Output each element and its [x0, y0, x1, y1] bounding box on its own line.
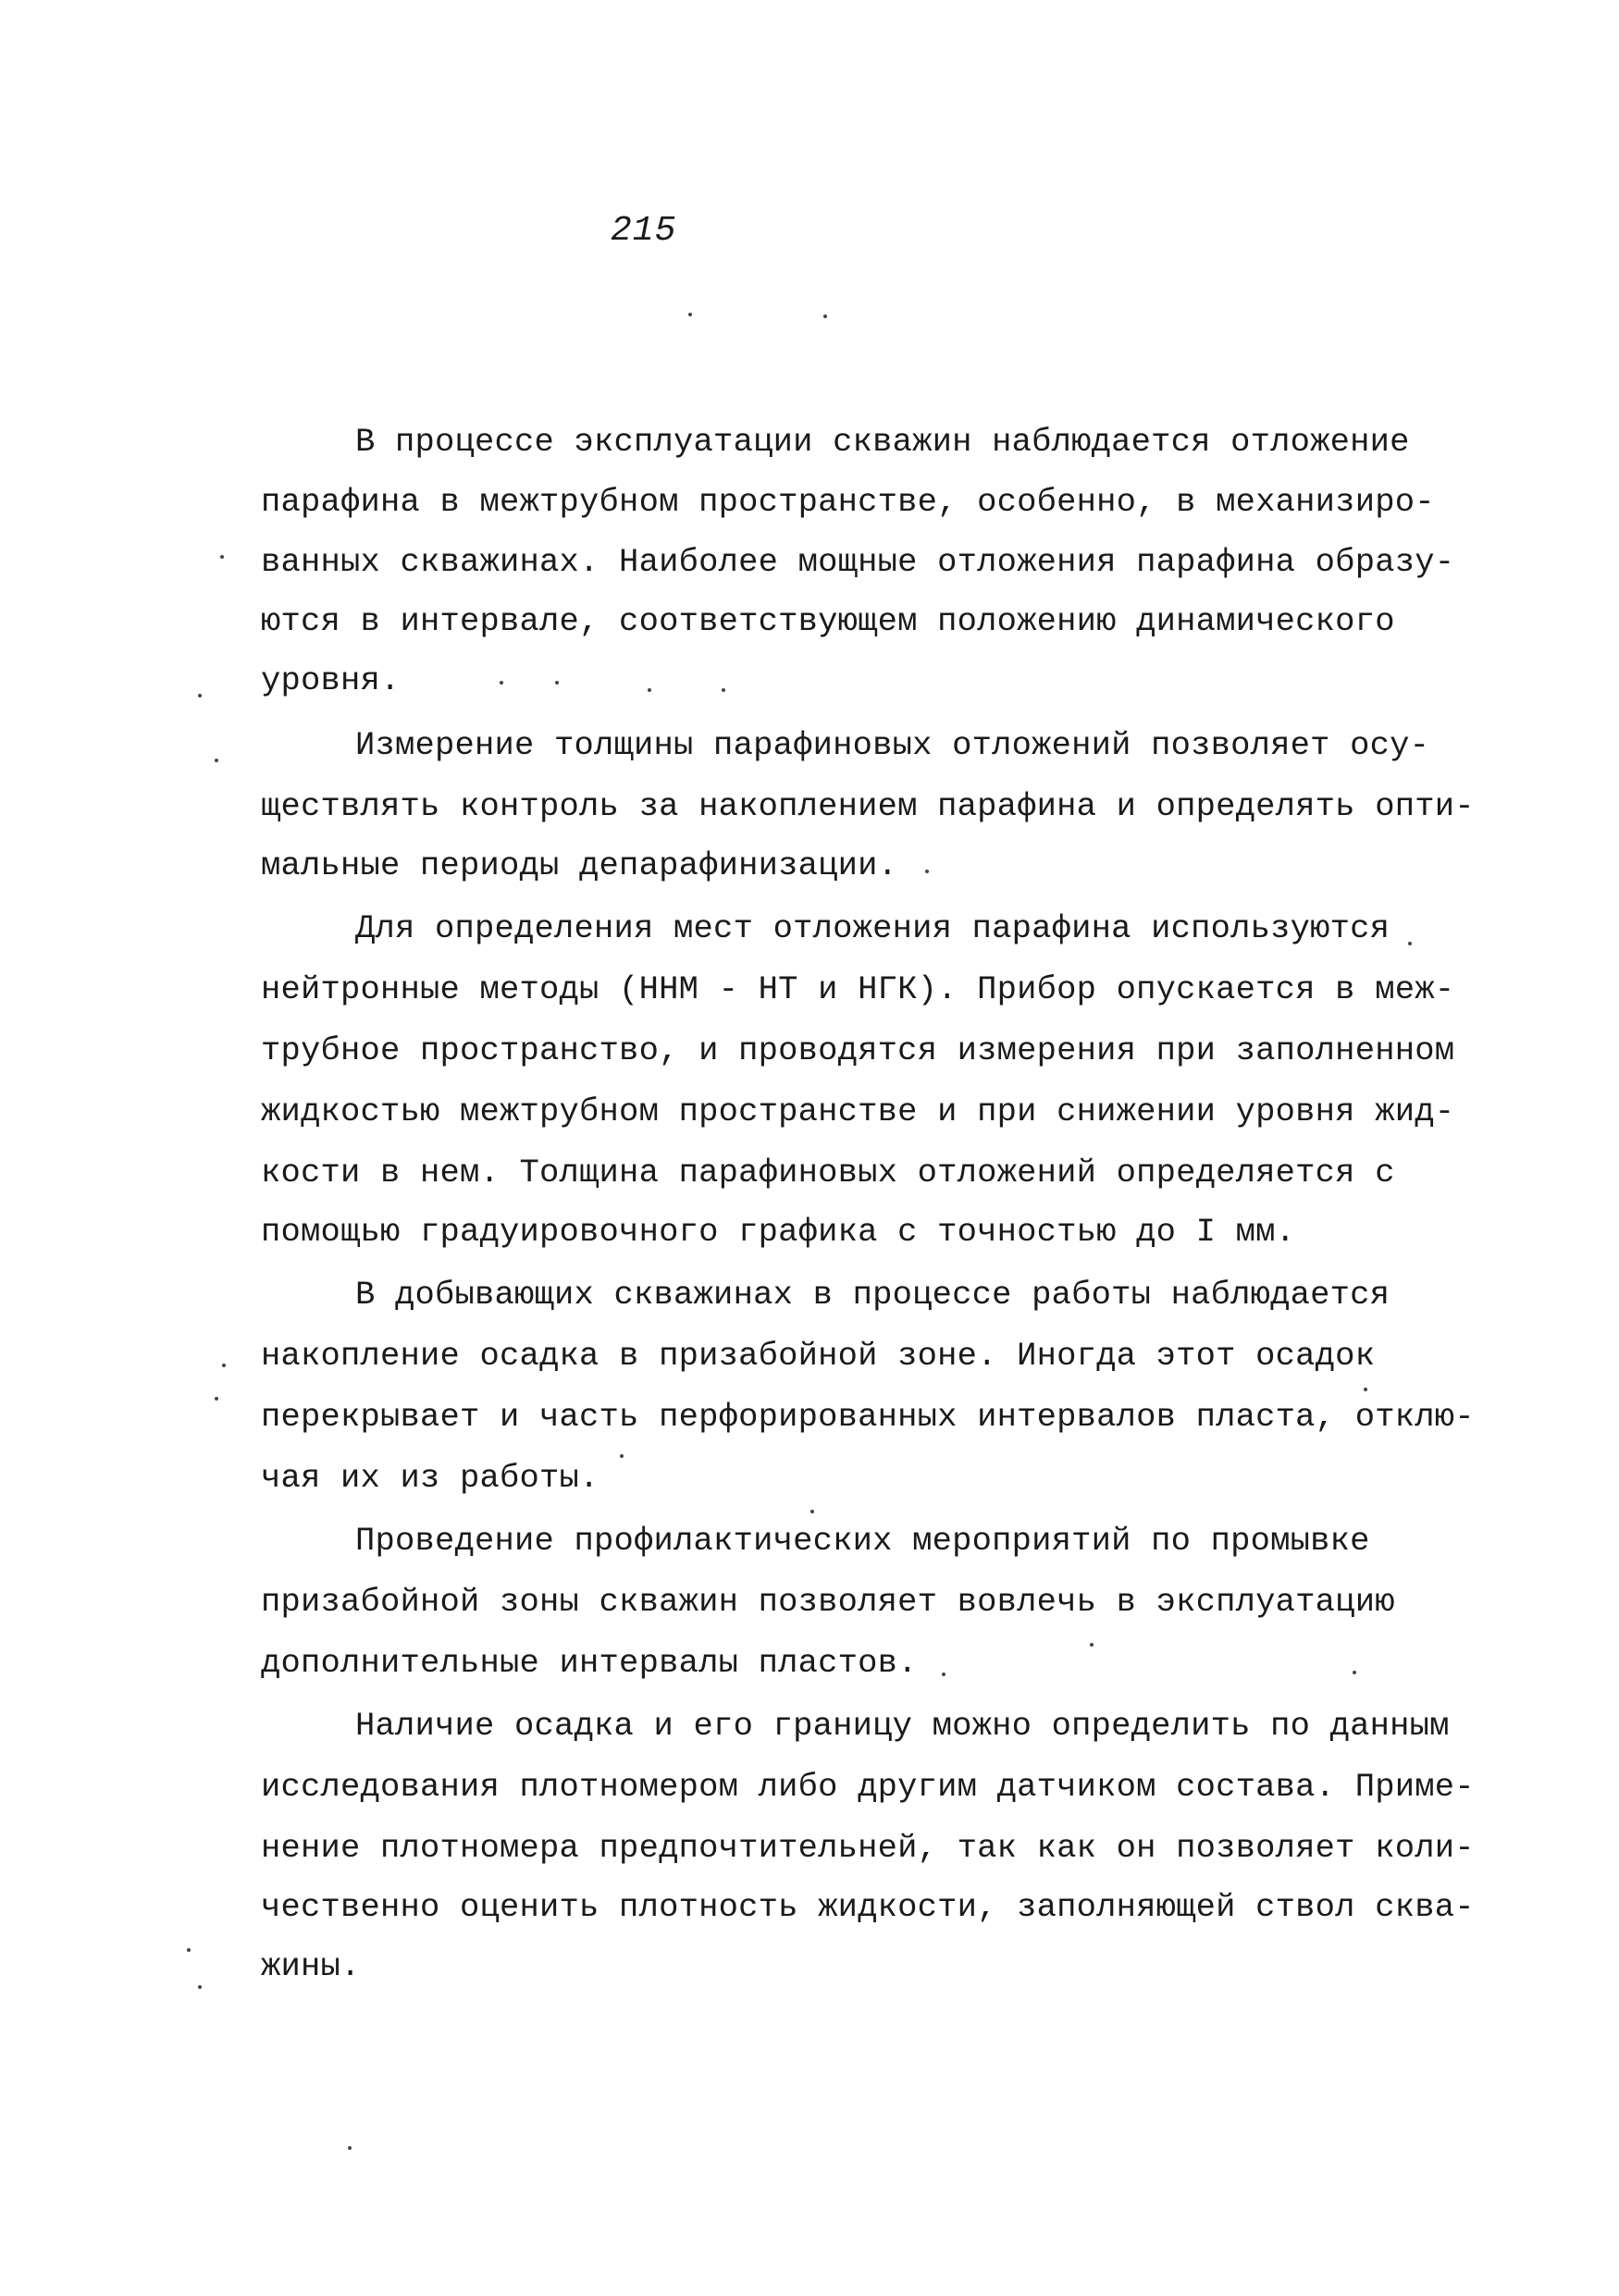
text-line: парафина в межтрубном пространстве, особенно, в механизиро-	[261, 483, 1435, 521]
scan-speck	[222, 1364, 226, 1367]
scan-speck	[348, 2146, 352, 2150]
text-line: чая их из работы.	[261, 1459, 599, 1497]
text-line: помощью градуировочного графика с точностью до I мм.	[261, 1213, 1296, 1251]
text-line: В добывающих скважинах в процессе работы наблюдается	[355, 1276, 1390, 1314]
text-line: ются в интервале, соответствующем положению динамического	[261, 602, 1395, 640]
text-line: ванных скважинах. Наиболее мощные отложения парафина образу-	[261, 543, 1455, 581]
text-line: накопление осадка в призабойной зоне. Иногда этот осадок	[261, 1337, 1376, 1375]
text-line: жины.	[261, 1947, 361, 1985]
scan-speck	[925, 870, 929, 873]
scan-speck	[823, 315, 827, 318]
scan-speck	[555, 681, 559, 685]
text-line: нейтронные методы (ННМ - НТ и НГК). Прибор опускается в меж-	[261, 970, 1455, 1008]
text-line: трубное пространство, и проводятся измерения при заполненном	[261, 1031, 1455, 1069]
text-line: Проведение профилактических мероприятий по промывке	[355, 1522, 1370, 1560]
text-line: кости в нем. Толщина парафиновых отложений определяется с	[261, 1154, 1395, 1191]
scan-speck	[810, 1510, 814, 1513]
scan-speck	[942, 1673, 945, 1676]
text-line: Наличие осадка и его границу можно определить по данным	[355, 1707, 1450, 1745]
scan-speck	[198, 694, 202, 697]
text-line: чественно оценить плотность жидкости, заполняющей ствол сква-	[261, 1888, 1475, 1926]
scan-speck	[215, 1397, 218, 1401]
scan-speck	[722, 688, 725, 692]
scan-speck	[187, 1948, 191, 1952]
text-line: перекрывает и часть перфорированных интервалов пласта, отклю-	[261, 1398, 1475, 1436]
text-line: Измерение толщины парафиновых отложений позволяет осу-	[355, 726, 1430, 764]
scan-speck	[215, 759, 218, 762]
scan-speck	[198, 1985, 202, 1989]
page-number: 215	[611, 211, 677, 251]
scan-speck	[688, 313, 692, 316]
text-line: жидкостью межтрубном пространстве и при снижении уровня жид-	[261, 1092, 1455, 1130]
scan-speck	[1364, 1388, 1367, 1391]
text-line: ществлять контроль за накоплением парафина и определять опти-	[261, 787, 1475, 825]
scan-speck	[620, 1454, 624, 1458]
text-line: В процессе эксплуатации скважин наблюдается отложение	[355, 423, 1410, 461]
text-line: уровня.	[261, 661, 401, 699]
text-line: нение плотномера предпочтительней, так как он позволяет коли-	[261, 1829, 1475, 1867]
scan-speck	[1090, 1643, 1094, 1647]
scan-speck	[500, 681, 503, 685]
scan-speck	[1353, 1671, 1356, 1674]
text-line: исследования плотномером либо другим датчиком состава. Приме-	[261, 1768, 1475, 1806]
text-line: дополнительные интервалы пластов.	[261, 1644, 918, 1682]
text-line: призабойной зоны скважин позволяет вовлечь в эксплуатацию	[261, 1583, 1395, 1621]
text-line: мальные периоды депарафинизации.	[261, 846, 898, 884]
scan-speck	[1408, 942, 1412, 945]
text-line: Для определения мест отложения парафина используются	[355, 909, 1390, 947]
scan-speck	[220, 555, 224, 559]
scan-speck	[648, 688, 651, 692]
